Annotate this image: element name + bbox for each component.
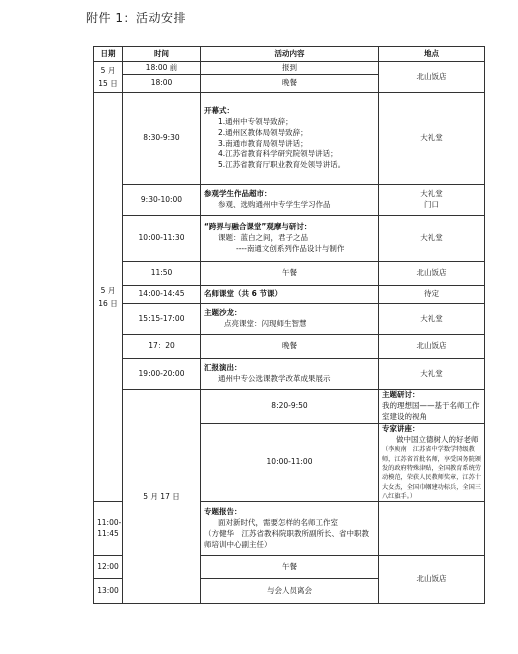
table-row bbox=[94, 304, 485, 335]
table-row bbox=[94, 286, 485, 304]
time-cell: 9:30-10:00 bbox=[123, 185, 201, 216]
activity-cell bbox=[201, 93, 379, 185]
time-cell: 18:00 前 bbox=[123, 62, 201, 75]
activity-cell bbox=[379, 423, 485, 502]
activity-cell: 晚餐 bbox=[201, 75, 379, 93]
activity-cell bbox=[201, 502, 379, 556]
activity-line: 我的理想国——基于名师工作室建设的视角 bbox=[382, 400, 480, 421]
time-cell: 19:00-20:00 bbox=[123, 359, 201, 390]
schedule-table bbox=[93, 46, 485, 604]
time-cell: 17：20 bbox=[123, 335, 201, 359]
activity-line: 面对新时代，需要怎样的名师工作室 bbox=[218, 517, 338, 527]
activity-cell bbox=[201, 304, 379, 335]
time-cell: 11:50 bbox=[123, 262, 201, 286]
activity-cell bbox=[201, 185, 379, 216]
activity-line: 做中国立德树人的好老师 bbox=[396, 434, 479, 444]
activity-title: 主题研讨： bbox=[382, 390, 420, 399]
activity-line: 通州中专公选课教学改革成果展示 bbox=[218, 374, 331, 383]
activity-cell: 午餐 bbox=[201, 262, 379, 286]
header-place: 地点 bbox=[379, 47, 485, 62]
header-time: 时间 bbox=[123, 47, 201, 62]
activity-cell: 晚餐 bbox=[201, 335, 379, 359]
speaker-note: （李庾南 江苏省中学数学特级教师，江苏省首批名师，享受国务院颁发的政府特殊津贴，全国教育系统劳动模范，荣获人民教师奖章，江苏十大女杰，全国巾帼建功标兵，全国三八红旗手。） bbox=[382, 446, 481, 500]
activity-cell: 报到 bbox=[201, 62, 379, 75]
place-cell: 待定 bbox=[379, 286, 485, 304]
time-cell: 8:20-9:50 bbox=[201, 390, 379, 424]
activity-line: 5.江苏省教育厅职业教育处领导讲话。 bbox=[218, 160, 346, 170]
activity-title: 主题沙龙： bbox=[204, 308, 242, 318]
place-cell bbox=[379, 185, 485, 216]
place-cell: 大礼堂 bbox=[379, 304, 485, 335]
activity-title: “跨界与融合课堂”观摩与研讨： bbox=[204, 222, 312, 232]
place-line: 大礼堂 bbox=[420, 189, 443, 199]
activity-cell bbox=[201, 359, 379, 390]
header-date: 日期 bbox=[94, 47, 123, 62]
place-cell: 大礼堂 bbox=[379, 359, 485, 390]
time-cell: 12:00 bbox=[94, 556, 123, 579]
activity-line: 参观、选购通州中专学生学习作品 bbox=[218, 200, 331, 209]
place-cell: 北山饭店 bbox=[379, 262, 485, 286]
time-cell: 18:00 bbox=[123, 75, 201, 93]
table-row bbox=[94, 93, 485, 185]
header-content: 活动内容 bbox=[201, 47, 379, 62]
speaker-note: （方健华 江苏省教科院职教所副所长、省中职教师培训中心副主任） bbox=[204, 528, 369, 549]
table-row bbox=[94, 216, 485, 262]
table-row bbox=[94, 62, 485, 75]
activity-title: 专题报告： bbox=[204, 506, 242, 516]
date-cell-may17: 5 月 17 日 bbox=[123, 390, 201, 604]
activity-line: 点亮课堂：闪现师生智慧 bbox=[224, 319, 307, 328]
date-cell-may15: 5 月 15 日 bbox=[94, 62, 123, 93]
page-title: 附件 1：活动安排 bbox=[86, 11, 186, 25]
table-row bbox=[94, 390, 485, 424]
time-cell: 8:30-9:30 bbox=[123, 93, 201, 185]
activity-line: 1.通州中专领导致辞； bbox=[218, 116, 293, 126]
table-header-row bbox=[94, 47, 485, 62]
place-cell: 大礼堂 bbox=[379, 93, 485, 185]
activity-line: 4.江苏省教育科学研究院领导讲话； bbox=[218, 149, 338, 159]
table-row bbox=[94, 359, 485, 390]
activity-cell: 与会人员离会 bbox=[201, 579, 379, 604]
activity-line: 2.通州区教体局领导致辞； bbox=[218, 127, 308, 137]
activity-line: 3.南通市教育局领导讲话； bbox=[218, 138, 308, 148]
activity-title: 汇报演出： bbox=[204, 363, 242, 373]
activity-cell: 午餐 bbox=[201, 556, 379, 579]
place-cell: 北山饭店 bbox=[379, 556, 485, 604]
table-row bbox=[94, 335, 485, 359]
activity-line: 课题：蓝白之间，君子之品 bbox=[218, 233, 308, 243]
time-cell: 13:00 bbox=[94, 579, 123, 604]
activity-cell bbox=[201, 286, 379, 304]
activity-line: ----南通文创系列作品设计与制作 bbox=[236, 243, 345, 253]
activity-title: 专家讲座： bbox=[382, 423, 420, 433]
activity-title: 名师课堂（共 6 节课） bbox=[204, 289, 282, 299]
activity-title: 参观学生作品超市： bbox=[204, 189, 272, 199]
activity-cell bbox=[379, 390, 485, 424]
time-cell: 15:15-17:00 bbox=[123, 304, 201, 335]
place-cell: 北山饭店 bbox=[379, 335, 485, 359]
place-line: 门口 bbox=[424, 200, 439, 209]
time-cell: 11:00-11:45 bbox=[94, 502, 123, 556]
time-cell: 10:00-11:30 bbox=[123, 216, 201, 262]
activity-cell bbox=[201, 216, 379, 262]
place-cell: 大礼堂 bbox=[379, 216, 485, 262]
place-cell: 北山饭店 bbox=[379, 62, 485, 93]
time-cell: 14:00-14:45 bbox=[123, 286, 201, 304]
time-cell: 10:00-11:00 bbox=[201, 423, 379, 502]
table-row bbox=[94, 262, 485, 286]
activity-title: 开幕式： bbox=[204, 105, 234, 115]
date-cell-may16: 5 月 16 日 bbox=[94, 93, 123, 502]
table-row bbox=[94, 185, 485, 216]
